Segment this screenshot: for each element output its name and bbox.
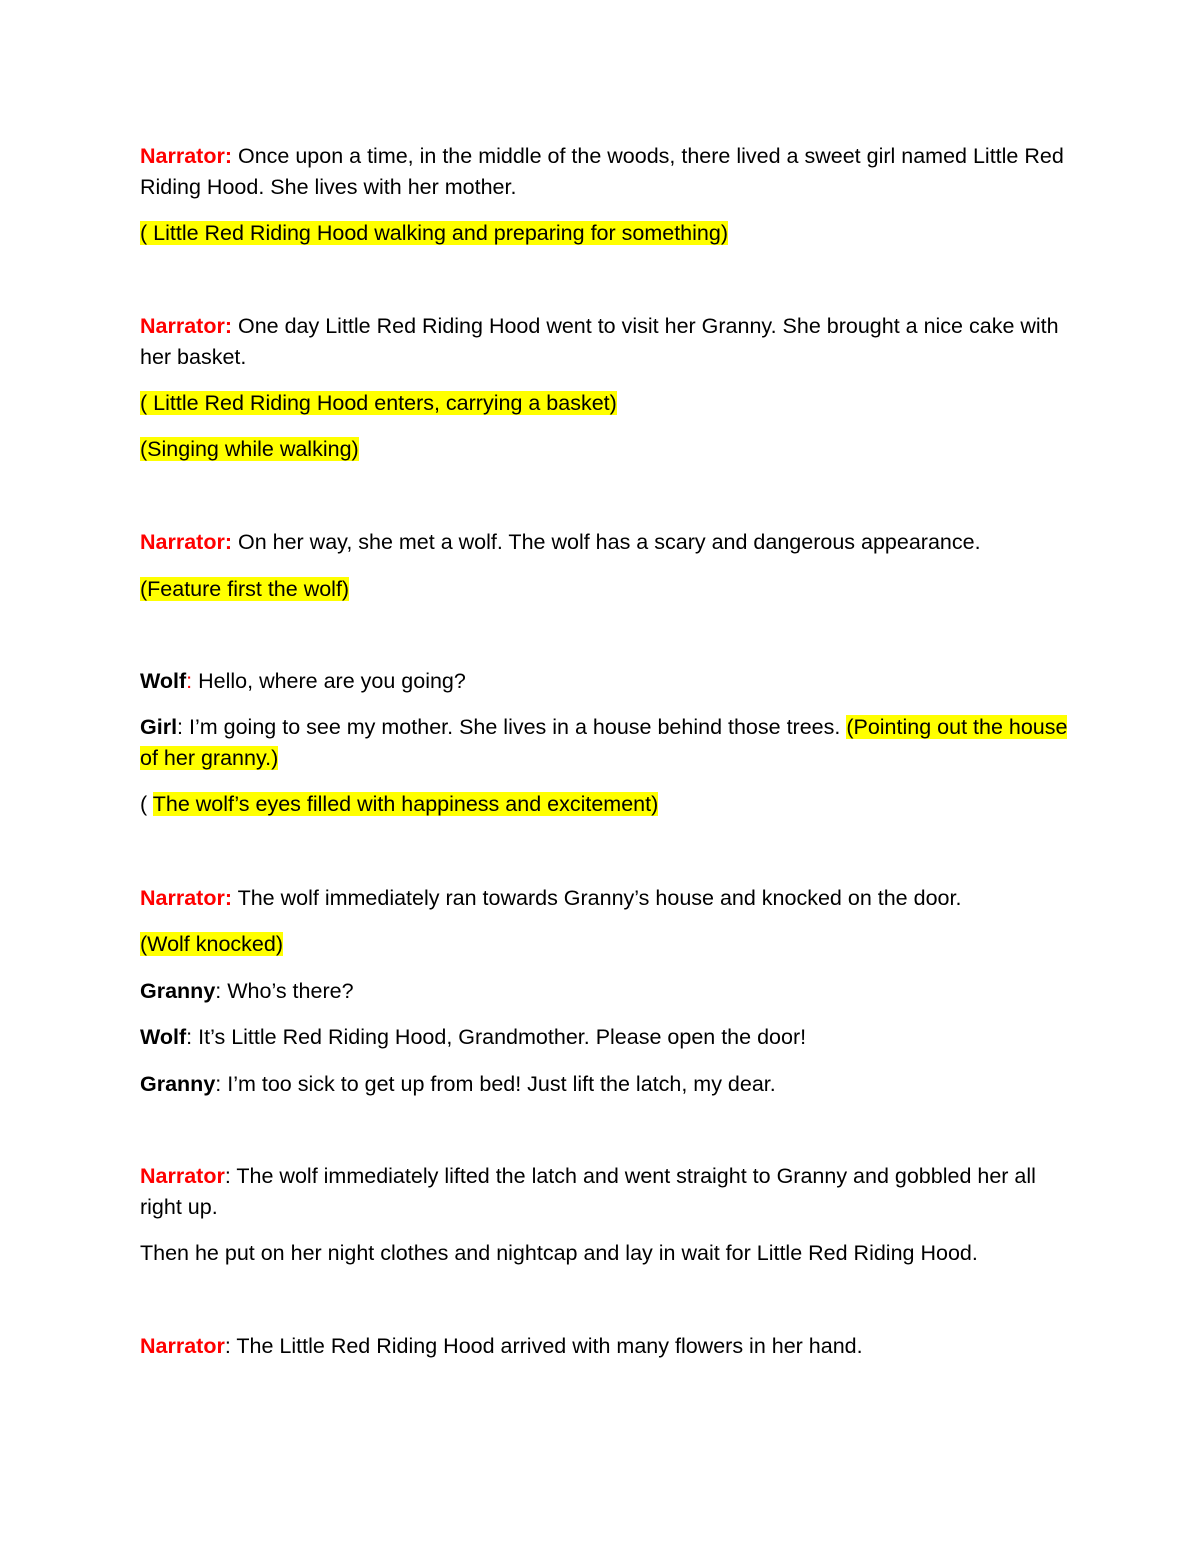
girl-line-1: [140, 712, 1070, 774]
speaker-label: Narrator: [140, 1164, 225, 1188]
dialogue-text: Then he put on her night clothes and nightcap and lay in wait for Little Red Riding Hood.: [140, 1241, 978, 1265]
dialogue-text: It’s Little Red Riding Hood, Grandmother. Please open the door!: [192, 1025, 807, 1049]
stage-direction-4: [140, 574, 1070, 605]
speaker-colon: :: [224, 1164, 231, 1188]
granny-line-2: [140, 1069, 1070, 1100]
speaker-label: Girl: [140, 715, 178, 739]
narrator-paragraph-6: [140, 1331, 1070, 1362]
stage-direction-text: The wolf’s eyes filled with happiness and excitement): [152, 792, 659, 816]
speaker-label: Narrator:: [140, 530, 232, 554]
speaker-colon: :: [177, 715, 184, 739]
dialogue-text: I’m going to see my mother. She lives in a house behind those trees.: [183, 715, 847, 739]
stage-direction-text: (Feature first the wolf): [140, 577, 350, 601]
speaker-colon: :: [186, 669, 193, 693]
dialogue-text: The Little Red Riding Hood arrived with many flowers in her hand.: [230, 1334, 863, 1358]
stage-direction-text: (Pointing out the house of her granny.): [140, 715, 1068, 770]
speaker-colon: :: [224, 1334, 231, 1358]
stage-direction-text: (Wolf knocked): [140, 932, 283, 956]
speaker-colon: :: [215, 1072, 222, 1096]
narration-continuation: [140, 1238, 1070, 1269]
narrator-paragraph-3: [140, 527, 1070, 558]
speaker-label: Narrator:: [140, 144, 232, 168]
dialogue-text: Hello, where are you going?: [192, 669, 466, 693]
granny-line-1: [140, 976, 1070, 1007]
dialogue-text: On her way, she met a wolf. The wolf has a scary and dangerous appearance.: [232, 530, 981, 554]
dialogue-text: Once upon a time, in the middle of the woods, there lived a sweet girl named Little Red Riding Hood. She lives with her mother.: [140, 144, 1064, 199]
dialogue-text: I’m too sick to get up from bed! Just lift the latch, my dear.: [221, 1072, 776, 1096]
speaker-colon: :: [186, 1025, 193, 1049]
speaker-label: Narrator:: [140, 314, 232, 338]
speaker-label: Narrator:: [140, 886, 232, 910]
dialogue-text: The wolf immediately lifted the latch and went straight to Granny and gobbled her all right up.: [140, 1164, 1036, 1219]
dialogue-text: One day Little Red Riding Hood went to visit her Granny. She brought a nice cake with her basket.: [140, 314, 1059, 369]
stage-direction-3: [140, 434, 1070, 465]
stage-direction-5: [140, 789, 1070, 820]
wolf-line-1: [140, 666, 1070, 697]
speaker-label: Wolf: [140, 669, 187, 693]
dialogue-text: Who’s there?: [221, 979, 354, 1003]
wolf-line-2: [140, 1022, 1070, 1053]
stage-direction-prefix: (: [140, 792, 153, 816]
narrator-paragraph-1: [140, 141, 1070, 203]
speaker-label: Wolf: [140, 1025, 187, 1049]
speaker-label: Granny: [140, 979, 216, 1003]
stage-direction-text: ( Little Red Riding Hood walking and preparing for something): [140, 221, 728, 245]
stage-direction-6: [140, 929, 1070, 960]
speaker-colon: :: [215, 979, 222, 1003]
dialogue-text: The wolf immediately ran towards Granny’s house and knocked on the door.: [232, 886, 962, 910]
narrator-paragraph-2: [140, 311, 1070, 373]
speaker-label: Narrator: [140, 1334, 225, 1358]
stage-direction-text: ( Little Red Riding Hood enters, carrying a basket): [140, 391, 617, 415]
speaker-label: Granny: [140, 1072, 216, 1096]
stage-direction-text: (Singing while walking): [140, 437, 359, 461]
stage-direction-2: [140, 388, 1070, 419]
narrator-paragraph-4: [140, 883, 1070, 914]
stage-direction-1: [140, 218, 1070, 249]
narrator-paragraph-5: [140, 1161, 1070, 1223]
